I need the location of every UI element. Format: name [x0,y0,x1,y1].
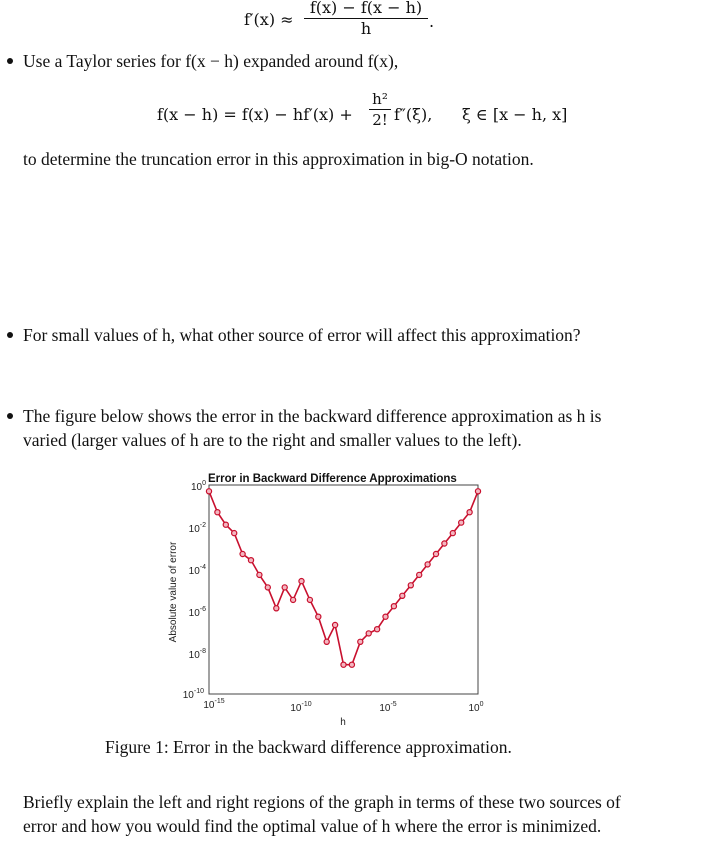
top-formula-denominator: h [360,19,372,38]
data-point [408,583,413,588]
bullet1-text: Use a Taylor series for f(x − h) expanded around f(x), [23,51,399,71]
y-axis-label: Absolute value of error [168,541,179,643]
bullet2-text: For small values of h, what other source of error will affect this approximation? [23,325,581,345]
taylor-denominator: 2! [372,111,388,129]
data-point [459,520,464,525]
data-point [450,531,455,536]
data-point [341,662,346,667]
data-point [349,662,354,667]
data-point [442,541,447,546]
data-point [240,551,245,556]
data-point [375,627,380,632]
data-point [206,489,211,494]
data-point [417,572,422,577]
x-axis [203,698,483,714]
bullet-icon [7,58,13,64]
data-point [223,522,228,527]
error-chart [150,462,510,734]
data-point [282,585,287,590]
top-formula-period: . [429,12,435,31]
data-point [425,562,430,567]
chart-title: Error in Backward Difference Approximations [208,473,457,485]
data-point [291,597,296,602]
taylor-domain: ξ ∈ [x − h, x] [462,105,568,124]
data-point [215,510,220,515]
bullet3-line2: varied (larger values of h are to the right and smaller values to the left). [23,430,522,450]
data-point [383,614,388,619]
data-point [391,604,396,609]
data-point [274,606,279,611]
y-tick-label: $10^{-6}$ [188,606,206,619]
x-tick-label: $10^{-10}$ [290,701,312,714]
data-point [366,631,371,636]
data-point [324,639,329,644]
y-tick-label: $10^{-10}$ [182,688,204,701]
data-point [433,551,438,556]
data-point [467,510,472,515]
data-point [265,585,270,590]
data-point [358,639,363,644]
taylor-rhs: f″(ξ), [394,105,433,124]
y-tick-label: $10^{-4}$ [188,564,206,577]
data-point [257,572,262,577]
data-point [316,614,321,619]
truncation-paragraph: to determine the truncation error in this approximation in big-O notation. [23,149,534,169]
x-tick-label: $10^0$ [468,701,484,714]
data-point [333,622,338,627]
top-formula-lhs: f′(x) ≈ [244,10,294,29]
y-axis [183,480,206,701]
data-point [248,558,253,563]
x-axis-label: h [340,717,346,728]
final-paragraph-line2: error and how you would find the optimal value of h where the error is minimized. [23,816,602,836]
y-tick-label: $10^{-2}$ [188,522,206,535]
top-formula-numerator: f(x) − f(x − h) [309,0,423,17]
data-point [232,531,237,536]
x-tick-label: $10^{-5}$ [379,701,397,714]
top-formula-fraction [304,0,428,39]
x-tick-label: $10^{-15}$ [203,698,225,711]
y-tick-label: $10^{-8}$ [188,648,206,661]
taylor-fraction [368,89,392,130]
taylor-lhs: f(x − h) = f(x) − hf′(x) + [157,105,353,124]
data-point [299,579,304,584]
data-point [400,593,405,598]
figure-caption: Figure 1: Error in the backward difference approximation. [105,737,512,757]
taylor-numerator: h² [372,90,388,108]
bullet-icon [7,413,13,419]
data-point [307,597,312,602]
final-paragraph-line1: Briefly explain the left and right regions of the graph in terms of these two sources of [23,792,621,812]
bullet-icon [7,332,13,338]
y-tick-label: $10^0$ [190,480,206,493]
bullet3-line1: The figure below shows the error in the backward difference approximation as h is [23,406,602,426]
data-point [475,489,480,494]
